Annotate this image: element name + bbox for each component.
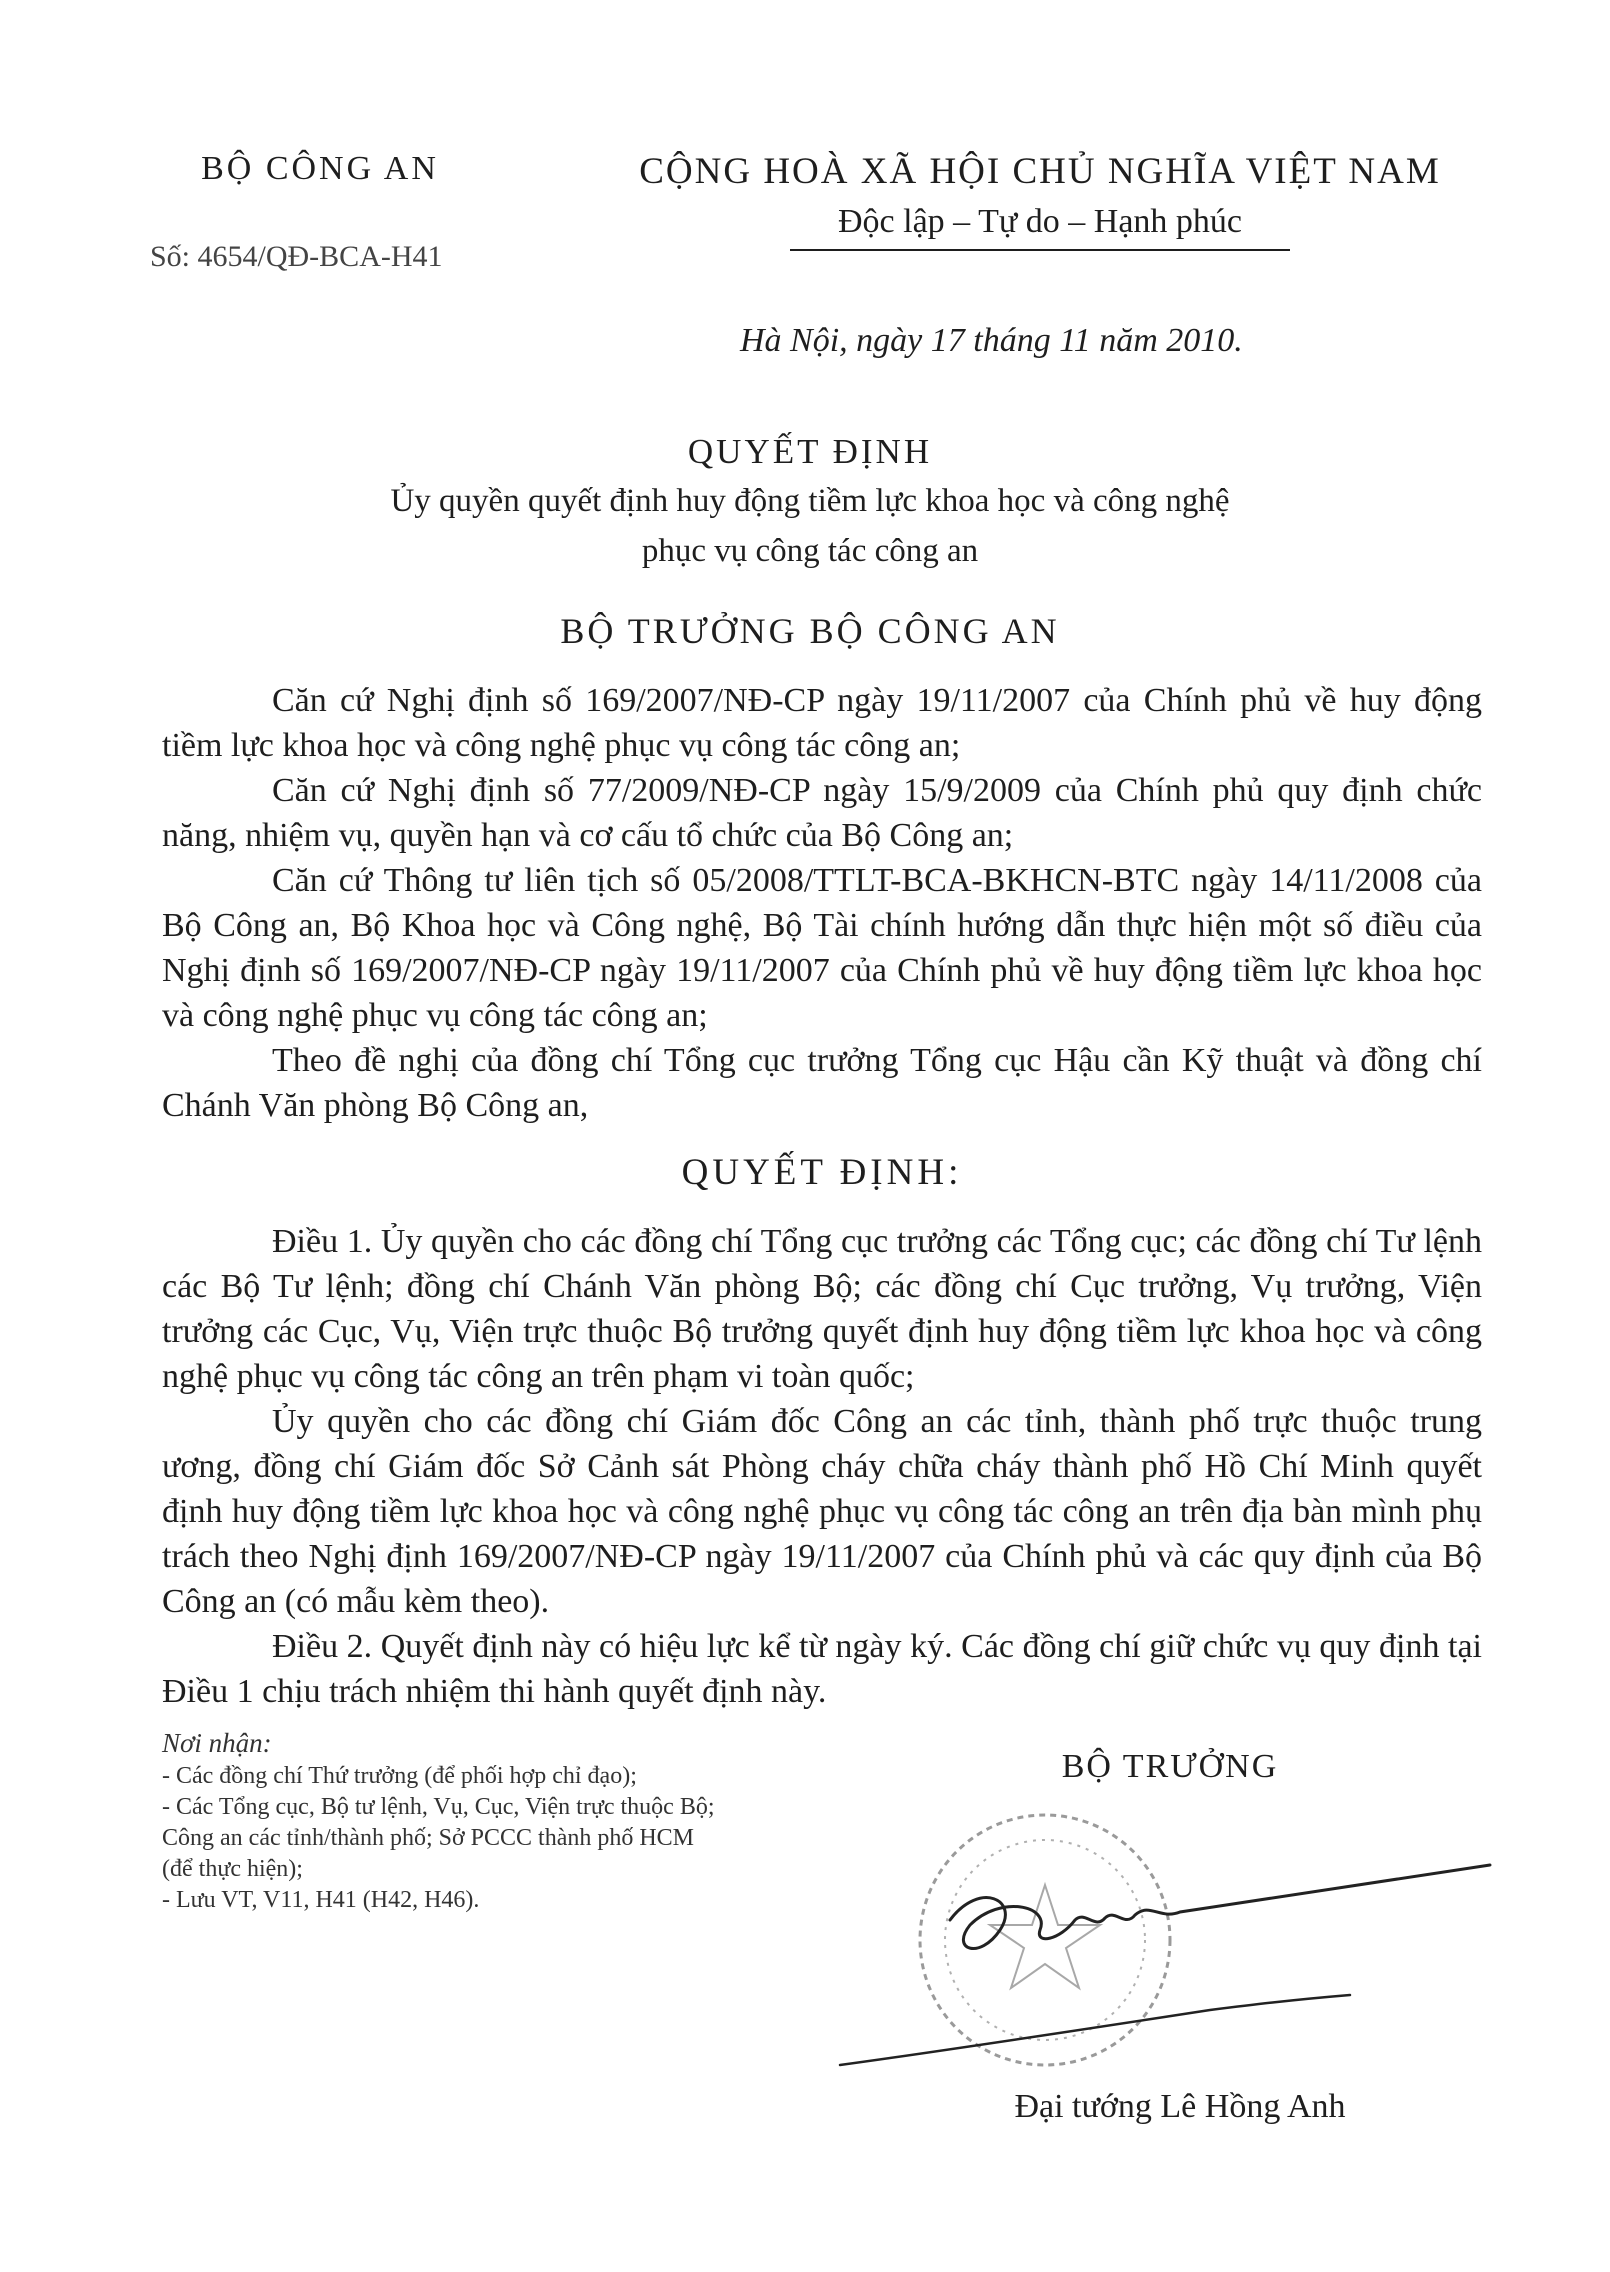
document-number: Số: 4654/QĐ-BCA-H41 — [150, 240, 443, 273]
preamble-paragraph: Căn cứ Nghị định số 77/2009/NĐ-CP ngày 15/9/2009 của Chính phủ quy định chức năng, nhiệm vụ, quyền hạn và cơ cấu tổ chức của Bộ Công an; — [162, 772, 1482, 854]
motto-underline — [790, 249, 1290, 251]
preamble-paragraph: Theo đề nghị của đồng chí Tổng cục trưởng Tổng cục Hậu cần Kỹ thuật và đồng chí Chánh Văn phòng Bộ Công an, — [162, 1042, 1482, 1124]
recipients-heading: Nơi nhận: — [162, 1728, 272, 1758]
signature-block — [960, 1748, 1380, 1786]
preamble-paragraph: Căn cứ Nghị định số 169/2007/NĐ-CP ngày 19/11/2007 của Chính phủ về huy động tiềm lực khoa học và công nghệ phục vụ công tác công an; — [162, 682, 1482, 764]
article-paragraph: Điều 1. Ủy quyền cho các đồng chí Tổng cục trưởng các Tổng cục; các đồng chí Tư lệnh các Bộ Tư lệnh; đồng chí Chánh Văn phòng Bộ; các đồng chí Cục trưởng, Vụ trưởng, Viện trưởng các Cục, Vụ, Viện trực thuộc Bộ trưởng quyết định huy động tiềm lực khoa học và công nghệ phục vụ công tác công an trên phạm vi toàn quốc; — [162, 1223, 1482, 1395]
signer-role: BỘ TRƯỞNG — [1061, 1748, 1279, 1785]
national-motto: Độc lập – Tự do – Hạnh phúc — [838, 203, 1242, 240]
recipients-block — [162, 1728, 722, 1916]
national-header — [600, 150, 1480, 251]
signer-name: Đại tướng Lê Hồng Anh — [1014, 2088, 1346, 2125]
decision-heading: QUYẾT ĐỊNH: — [681, 1152, 963, 1193]
recipient-item: - Các Tổng cục, Bộ tư lệnh, Vụ, Cục, Viện trực thuộc Bộ; Công an các tỉnh/thành phố; Sở PCCC thành phố HCM (để thực hiện); — [162, 1794, 715, 1882]
document-subject — [240, 476, 1380, 576]
preamble-paragraph: Căn cứ Thông tư liên tịch số 05/2008/TTLT-BCA-BKHCN-BTC ngày 14/11/2008 của Bộ Công an, Bộ Khoa học và Công nghệ, Bộ Tài chính hướng dẫn thực hiện một số điều của Nghị định số 169/2007/NĐ-CP ngày 19/11/2007 của Chính phủ về huy động tiềm lực khoa học và công nghệ phục vụ công tác công an; — [162, 862, 1482, 1034]
place-and-date: Hà Nội, ngày 17 tháng 11 năm 2010. — [740, 322, 1243, 359]
document-body — [162, 678, 1482, 1714]
republic-name: CỘNG HOÀ XÃ HỘI CHỦ NGHĨA VIỆT NAM — [639, 151, 1441, 192]
recipient-item: - Các đồng chí Thứ trưởng (để phối hợp chỉ đạo); — [162, 1763, 637, 1789]
issuing-agency-block — [120, 150, 520, 188]
handwritten-signature-icon — [830, 1810, 1510, 2090]
subject-line-1: Ủy quyền quyết định huy động tiềm lực khoa học và công nghệ — [390, 483, 1230, 519]
subject-line-2: phục vụ công tác công an — [641, 533, 979, 569]
document-title-block — [240, 432, 1380, 576]
article-paragraph: Điều 2. Quyết định này có hiệu lực kể từ ngày ký. Các đồng chí giữ chức vụ quy định tại Điều 1 chịu trách nhiệm thi hành quyết định này. — [162, 1628, 1482, 1710]
document-type: QUYẾT ĐỊNH — [687, 432, 933, 471]
article-paragraph: Ủy quyền cho các đồng chí Giám đốc Công an các tỉnh, thành phố trực thuộc trung ương, đồng chí Giám đốc Sở Cảnh sát Phòng cháy chữa cháy thành phố Hồ Chí Minh quyết định huy động tiềm lực khoa học và công nghệ phục vụ công tác công an trên địa bàn mình phụ trách theo Nghị định 169/2007/NĐ-CP ngày 19/11/2007 của Chính phủ và các quy định của Bộ Công an (có mẫu kèm theo). — [162, 1403, 1482, 1620]
issuer-title: BỘ TRƯỞNG BỘ CÔNG AN — [560, 611, 1060, 651]
issuing-agency: BỘ CÔNG AN — [201, 150, 439, 187]
recipient-item: - Lưu VT, V11, H41 (H42, H46). — [162, 1887, 480, 1913]
